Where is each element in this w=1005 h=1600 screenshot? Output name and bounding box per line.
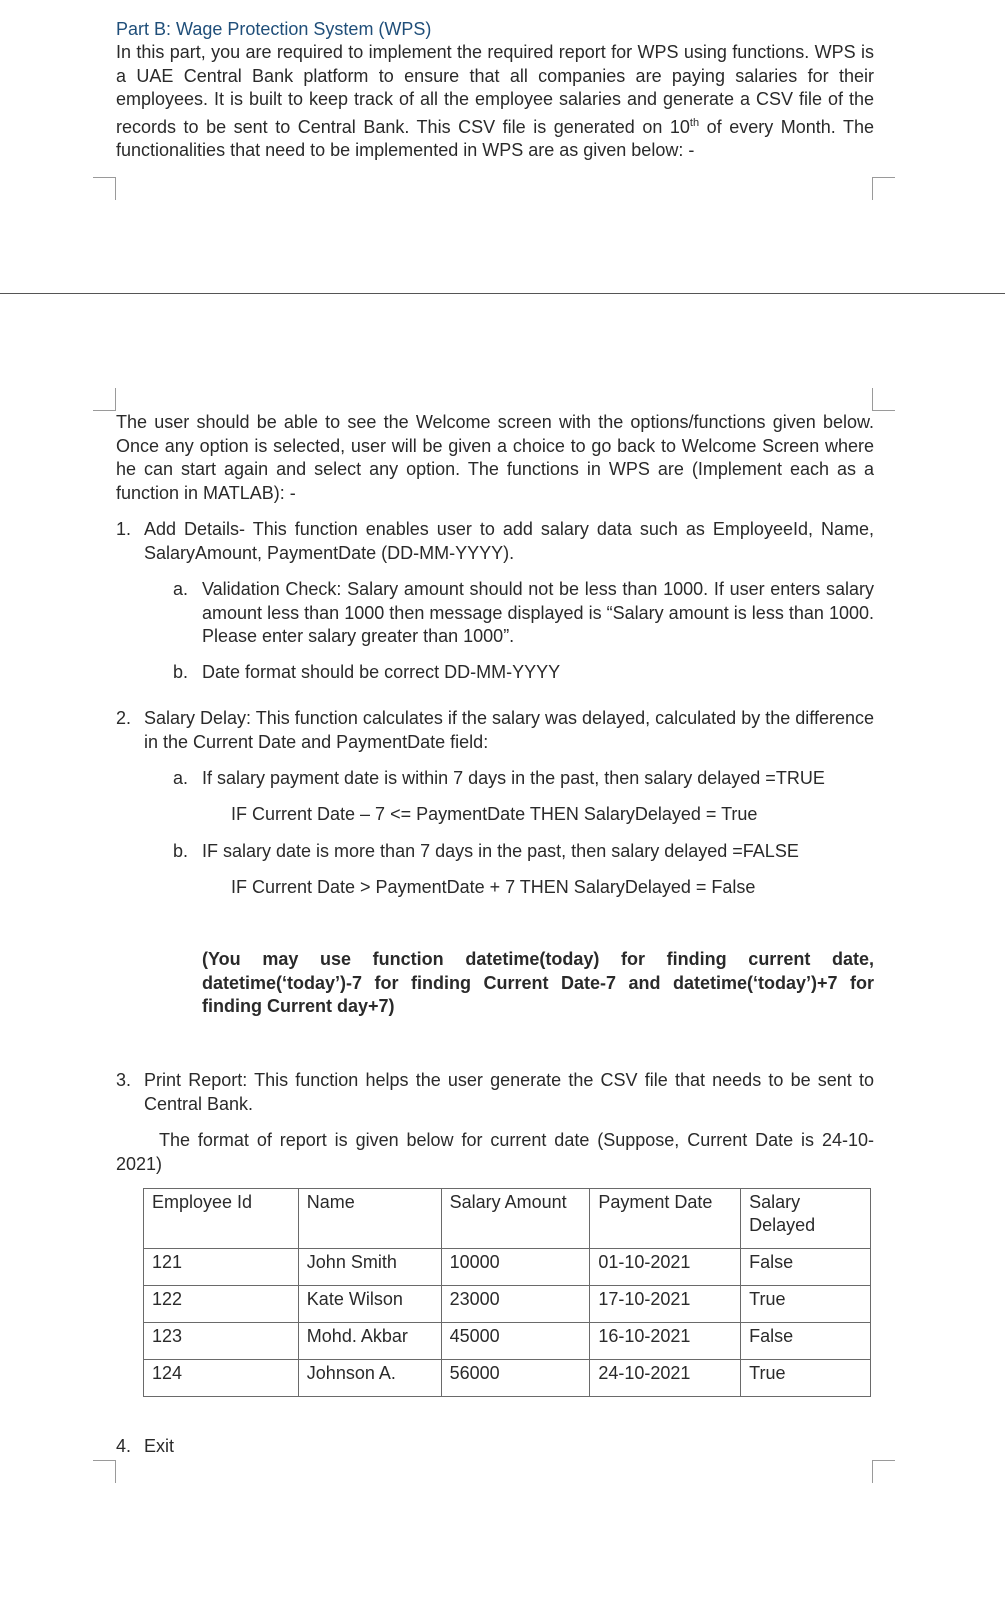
column-header: Salary Delayed xyxy=(741,1189,871,1249)
page-divider xyxy=(0,293,1005,294)
table-cell: 17-10-2021 xyxy=(590,1286,741,1323)
table-header-row xyxy=(144,1189,871,1249)
table-cell: 23000 xyxy=(441,1286,590,1323)
table-cell: 01-10-2021 xyxy=(590,1249,741,1286)
list-item-add-details: Add Details- This function enables user to add salary data such as EmployeeId, Name, SalaryAmount, PaymentDate (DD-MM-YYYY). xyxy=(144,519,874,563)
table-cell: Johnson A. xyxy=(298,1360,441,1397)
sub-item-delayed-true: If salary payment date is within 7 days in the past, then salary delayed =TRUE xyxy=(202,768,825,788)
table-cell: 45000 xyxy=(441,1323,590,1360)
intro-paragraph xyxy=(116,41,874,163)
sub-letter: a. xyxy=(173,768,189,788)
table-cell: 24-10-2021 xyxy=(590,1360,741,1397)
page-title: Part B: Wage Protection System (WPS) xyxy=(116,19,432,39)
page-corner-mark xyxy=(93,177,116,200)
page-corner-mark xyxy=(872,388,895,411)
table-cell: 123 xyxy=(144,1323,299,1360)
list-item-exit: Exit xyxy=(144,1436,175,1456)
list-number: 4. xyxy=(116,1436,132,1456)
table-cell: False xyxy=(741,1249,871,1286)
table-cell: John Smith xyxy=(298,1249,441,1286)
table-cell: 16-10-2021 xyxy=(590,1323,741,1360)
page-corner-mark xyxy=(872,1460,895,1483)
superscript: th xyxy=(689,116,700,129)
table-row xyxy=(144,1286,871,1323)
datetime-hint: (You may use function datetime(today) for finding current date, datetime(‘today’)-7 for finding Current Date-7 and datetime(‘today’)+7 for finding Current day+7) xyxy=(202,949,874,1016)
sub-item-delayed-false: IF salary date is more than 7 days in the past, then salary delayed =FALSE xyxy=(202,841,799,861)
page-corner-mark xyxy=(93,388,116,411)
table-row xyxy=(144,1323,871,1360)
sub-item-date-format: Date format should be correct DD-MM-YYYY xyxy=(202,662,561,682)
table-cell: 10000 xyxy=(441,1249,590,1286)
table-cell: True xyxy=(741,1360,871,1397)
table-cell: 122 xyxy=(144,1286,299,1323)
table-cell: False xyxy=(741,1323,871,1360)
sub-letter: b. xyxy=(173,662,189,682)
column-header: Employee Id xyxy=(144,1189,299,1249)
sub-letter: a. xyxy=(173,579,189,599)
rule-delayed-false: IF Current Date > PaymentDate + 7 THEN SalaryDelayed = False xyxy=(231,877,756,897)
page-corner-mark xyxy=(872,177,895,200)
column-header: Payment Date xyxy=(590,1189,741,1249)
report-format-note: The format of report is given below for current date (Suppose, Current Date is 24-10-2021) xyxy=(116,1130,874,1174)
table-cell: 121 xyxy=(144,1249,299,1286)
list-item-print-report: Print Report: This function helps the user generate the CSV file that needs to be sent to Central Bank. xyxy=(144,1070,874,1114)
table-cell: Mohd. Akbar xyxy=(298,1323,441,1360)
list-number: 3. xyxy=(116,1070,132,1090)
page-corner-mark xyxy=(93,1460,116,1483)
table-cell: True xyxy=(741,1286,871,1323)
list-item-salary-delay: Salary Delay: This function calculates if the salary was delayed, calculated by the difference in the Current Date and PaymentDate field: xyxy=(144,708,874,752)
table-cell: 124 xyxy=(144,1360,299,1397)
table-cell: 56000 xyxy=(441,1360,590,1397)
table-row xyxy=(144,1360,871,1397)
sub-letter: b. xyxy=(173,841,189,861)
intro-text: In this part, you are required to implement the required report for WPS using functions. WPS is a UAE Central Bank platform to ensure that all companies are paying salaries for their employees. It is built to keep track of all the employee salaries and generate a CSV file of the records to be sent to Central Bank. This CSV file is generated on 10 xyxy=(116,42,874,137)
sub-item-validation: Validation Check: Salary amount should not be less than 1000. If user enters salary amount less than 1000 then message displayed is “Salary amount is less than 1000. Please enter salary greater than 1000”. xyxy=(202,579,874,646)
column-header: Salary Amount xyxy=(441,1189,590,1249)
table-row xyxy=(144,1249,871,1286)
intro-text-end: of every Month. The functionalities that need to be implemented in WPS are as given below: - xyxy=(116,116,874,160)
table-cell: Kate Wilson xyxy=(298,1286,441,1323)
column-header: Name xyxy=(298,1189,441,1249)
list-number: 2. xyxy=(116,708,132,728)
rule-delayed-true: IF Current Date – 7 <= PaymentDate THEN SalaryDelayed = True xyxy=(231,804,758,824)
welcome-paragraph: The user should be able to see the Welcome screen with the options/functions given below. Once any option is selected, user will be given a choice to go back to Welcome Screen where he can start again and select any option. The functions in WPS are (Implement each as a function in MATLAB): - xyxy=(116,412,874,503)
report-table xyxy=(143,1188,871,1397)
list-number: 1. xyxy=(116,519,132,539)
